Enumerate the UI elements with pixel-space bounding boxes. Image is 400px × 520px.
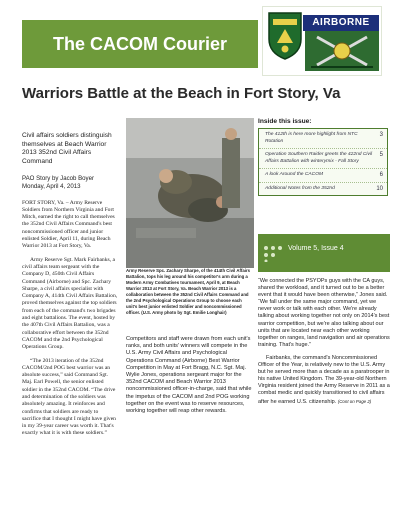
masthead-banner: [22, 20, 258, 68]
article-right-column: [258, 278, 390, 412]
inside-title: Inside this issue:: [258, 118, 312, 125]
inside-this-issue: [258, 118, 388, 248]
paragraph: FORT STORY, Va. – Army Reserve Soldiers from Northern Virginia and Fort Mitch, earned the right to call themselves the 352nd Civil Affairs Command's best noncommissioned officer and junior enlisted Soldier, April 11, during Beach Warrior 2013 at Fort Story, Va.: [22, 199, 115, 250]
byline-author: PAO Story by Jacob Boyer: [22, 175, 95, 183]
combatives-photo: [126, 118, 254, 268]
table-of-contents: [258, 128, 388, 196]
paragraph: Competitors and staff were drawn from each unit's ranks, and both units' winners will compete in the U.S. Army Civil Affairs and Psychological Operations Command (Airborne) Best Warrior Competition in May at Fort Bragg, N.C. Sgt. Maj. Wylie Jones, operations sergeant major for the 352nd CACOM and Beach Warrior 2013 noncommissioned officer-in-charge, said that while the impetus of the CACOM and 2nd POG working together on the event was to reserve resources, working together will reap other rewards.: [126, 336, 252, 415]
paragraph-text: Fairbanks, the command's Noncommissioned Officer of the Year, is relatively new to the U.S. Army but he served more than a decade as a paratrooper in his native United Kingdom. The 39-year-old Northern Virginia resident joined the Army Reserve in 2011 as a combat medic and quickly transitioned to civil affairs after he earned U.S. citizenship.: [258, 354, 390, 405]
volume-banner: [258, 234, 390, 272]
paragraph: Army Reserve Sgt. Mark Fairbanks, a civil affairs team sergeant with the Company D, 450th Civil Affairs Command (Airborne) and Spc. Zachary Sharpe, a civil affairs specialist with Company A, 414th Civil Affairs Battalion, proved themselves against the top soldiers from each of the command's two brigades and eight battalions. The event, hosted by the 407th Civil Affairs Battalion, was a collaborative effort between the 352nd CACOM and the 2nd Psychological Operations Group.: [22, 256, 118, 351]
toc-item-text: Operation Southern Raider greets the 422nd Civil Affairs Battalion with winterymix - Fall Story: [265, 152, 373, 164]
toc-item-text: Additional Notes from the 352nd: [265, 185, 335, 191]
decorative-dots-icon: [262, 244, 284, 262]
toc-item-page: 5: [379, 152, 383, 158]
toc-item-page: 6: [379, 172, 383, 178]
unit-patch-icon: [265, 9, 305, 61]
article-left-column: [22, 132, 118, 444]
airborne-tab-icon: AIRBORNE: [303, 15, 379, 31]
article-deck: Civil affairs soldiers distinguish themselves at Beach Warrior 2013 352nd Civil Affairs Command: [22, 132, 112, 165]
toc-item-page: 10: [376, 185, 383, 192]
photo-illustration: [126, 118, 254, 268]
masthead: [0, 0, 400, 80]
toc-item-text: A look Around the CACOM: [265, 172, 324, 177]
toc-item-page: 3: [379, 132, 383, 138]
paragraph: “The 2013 iteration of the 352nd CACOM/2nd POG best warrior was an absolute success,” said Command Sgt. Maj. Earl Powell, the senior enlisted soldier in the 352nd CACOM. “The drive and determination of the soldiers was absolutely amazing. It reinforces and confirms that soldiers are ready to sacrifice that I thought I might have given in my 39-year career was worth it. That's exactly what it is with these soldiers.”: [22, 357, 116, 437]
continued-link[interactable]: (Cont on Page 2): [337, 398, 372, 404]
byline-date: Monday, April 4, 2013: [22, 183, 81, 191]
article-middle-column: [126, 336, 254, 421]
article-headline: Warriors Battle at the Beach in Fort Story, Va: [22, 85, 341, 102]
photo-caption: Army Reserve Spc. Zachary Sharpe, of the 414th Civil Affairs Battalion, tops his leg around his competitor's arm during a Modern Army Combatives tournament, April 9, at Beach Warrior 2013 at Fort Story, Va. Beach Warrior 2013 is a collaboration between the 352nd Civil Affairs Command and the 2nd Psychological Operations Group to choose each unit's best junior enlisted Soldier and noncommissioned officer. (U.S. Army photo by Sgt. Emilie Longhair): [126, 268, 251, 315]
crossed-swords-icon: [305, 31, 379, 71]
paragraph: [258, 355, 390, 406]
toc-item-text: The 412th is here more highlight from NTC Rotation: [265, 132, 358, 144]
volume-issue: Volume 5, Issue 4: [288, 245, 344, 252]
toc-item[interactable]: [259, 183, 387, 196]
article-byline: [22, 175, 118, 191]
unit-insignia: [262, 6, 382, 76]
paragraph: “We connected the PSYOPs guys with the CA guys, shared the workload, and it turned out to be a better event that it would have been otherwise,” Jones said. “We fall under the same major command, yet we never work or talk with each other. We're already talking about working together not only on 2014's best warrior competition, but we're also talking about our units that are located near each other working together on ranges, land navigation and air operations training. That's huge.”: [258, 278, 390, 348]
toc-item[interactable]: [259, 169, 387, 183]
newsletter-title: The CACOM Courier: [52, 34, 227, 54]
toc-item[interactable]: [259, 129, 387, 149]
toc-item[interactable]: [259, 149, 387, 169]
